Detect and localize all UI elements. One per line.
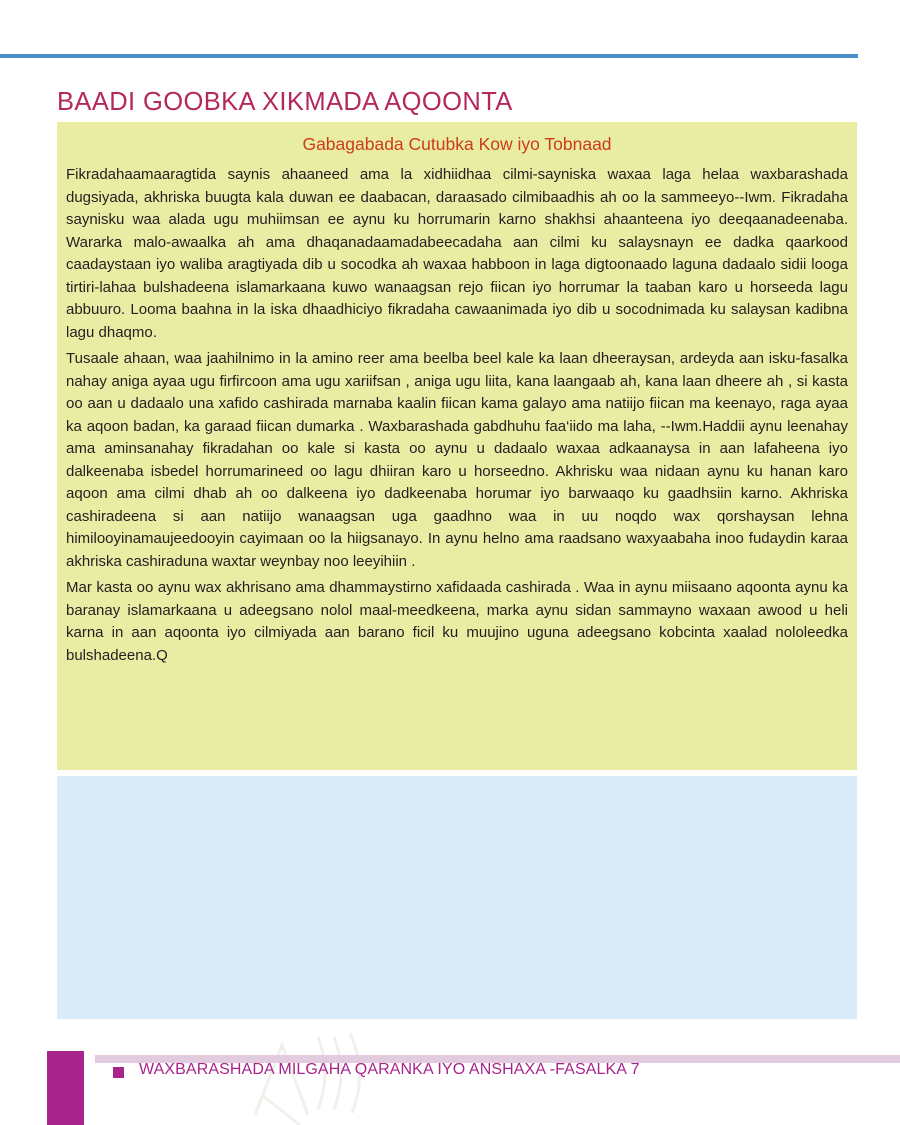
square-bullet-icon xyxy=(113,1067,124,1078)
content-panel-yellow xyxy=(57,122,857,770)
body-paragraph: Mar kasta oo aynu wax akhrisano ama dhammaystirno xafidaada cashirada . Waa in aynu miisaano aqoonta aynu ka baranay islamarkaana u adeegsano nolol maal-meedkeena, marka aynu sidan sammayno waxaan awood u heli karna in aan aqoonta iyo cilmiyada aan barano ficil ku muujino uguna adeegsano kobcinta xaalad nololeedka bulshadeena.Q xyxy=(66,579,848,664)
body-paragraph: Tusaale ahaan, waa jaahilnimo in la amino reer ama beelba beel kale ka laan dheeraysan, ardeyda aan isku-fasalka nahay aniga ayaa ugu firfircoon ama ugu xariifsan , aniga ugu liita, kana laangaab ah, kana laan dheere ah , si kasta oo aan u dadaalo una xafido cashirada marnaba kaalin fiican kama galayo ama natiijo fiican ma keenayo, raga ayaa ka aqoon badan, ka garaad fiican dumarka . Waxbarashada gabdhuhu faa‘iido ma laha, --Iwm.Haddii aynu leenahay ama aminsanahay fikradahan oo kale si kasta oo aynu u dadaalo waxaa adkaanaysa in aan lafaheena iyo dalkeenaba isbedel horrumarineed oo lagu dhiiran karo u horseedno. Akhrisku waa nidaan aynu ku hanan karo aqoon ama cilmi dhab ah oo dalkeena iyo dadkeenaba horumar iyo barwaaqo ku gaadhsiin karno. Akhriska cashiradeena si aan natiijo wanaagsan uga gaadhno waa in uu noqdo wax qorshaysan lehna himilooyinamaujeedooyin cayimaan oo la hiigsanayo. In aynu helno ama raadsano waxyaabaha inoo fudaydin karaa akhriska cashiraduna waxtar weynbay noo leeyihiin . xyxy=(66,350,848,570)
section-heading: Gabagabada Cutubka Kow iyo Tobnaad xyxy=(302,134,612,154)
page-number-label: 130 xyxy=(53,28,81,45)
page-title: BAADI GOOBKA XIKMADA AQOONTA xyxy=(57,88,513,117)
page-number-badge xyxy=(47,1051,84,1125)
body-paragraph: Fikradahaamaaragtida saynis ahaaneed ama la xidhiidhaa cilmi-sayniska waxaa laga helaa waxbarashada dugsiyada, akhriska buugta kala duwan ee daabacan, daraasado cilmibaadhis ah oo la sammeeyo--Iwm. Fikradaha saynisku waa alada ugu muhiimsan ee aynu ku horrumarin karno shakhsi ahaanteena iyo deeqaanadeenaba. Wararka malo-awaalka ah ama dhaqanadaamadabeecadaha aan cilmi ku salaysnayn ee dadka qaarkood caadaystaan iyo waliba aragtiyada dib u socodka ah waxaa habboon in laga digtoonaado laguna dadaalo sidii looga tirtiri-lahaa bulshadeena islamarkaana kuwo wanaagsan rejo fiican iyo horrumar la taaban karo u horseeda lagu abbuuro. Looma baahna in la iska dhaadhiciyo fikradaha cawaanimada iyo dib u socodnimada ku salaysan kadibna lagu dhaqmo. xyxy=(66,166,848,341)
page-footer xyxy=(0,1042,900,1125)
header-rule xyxy=(0,54,858,58)
content-panel-blue-empty xyxy=(57,776,857,1019)
footer-title-label: WAXBARASHADA MILGAHA QARANKA IYO ANSHAXA -FASALKA 7 xyxy=(139,1061,640,1078)
